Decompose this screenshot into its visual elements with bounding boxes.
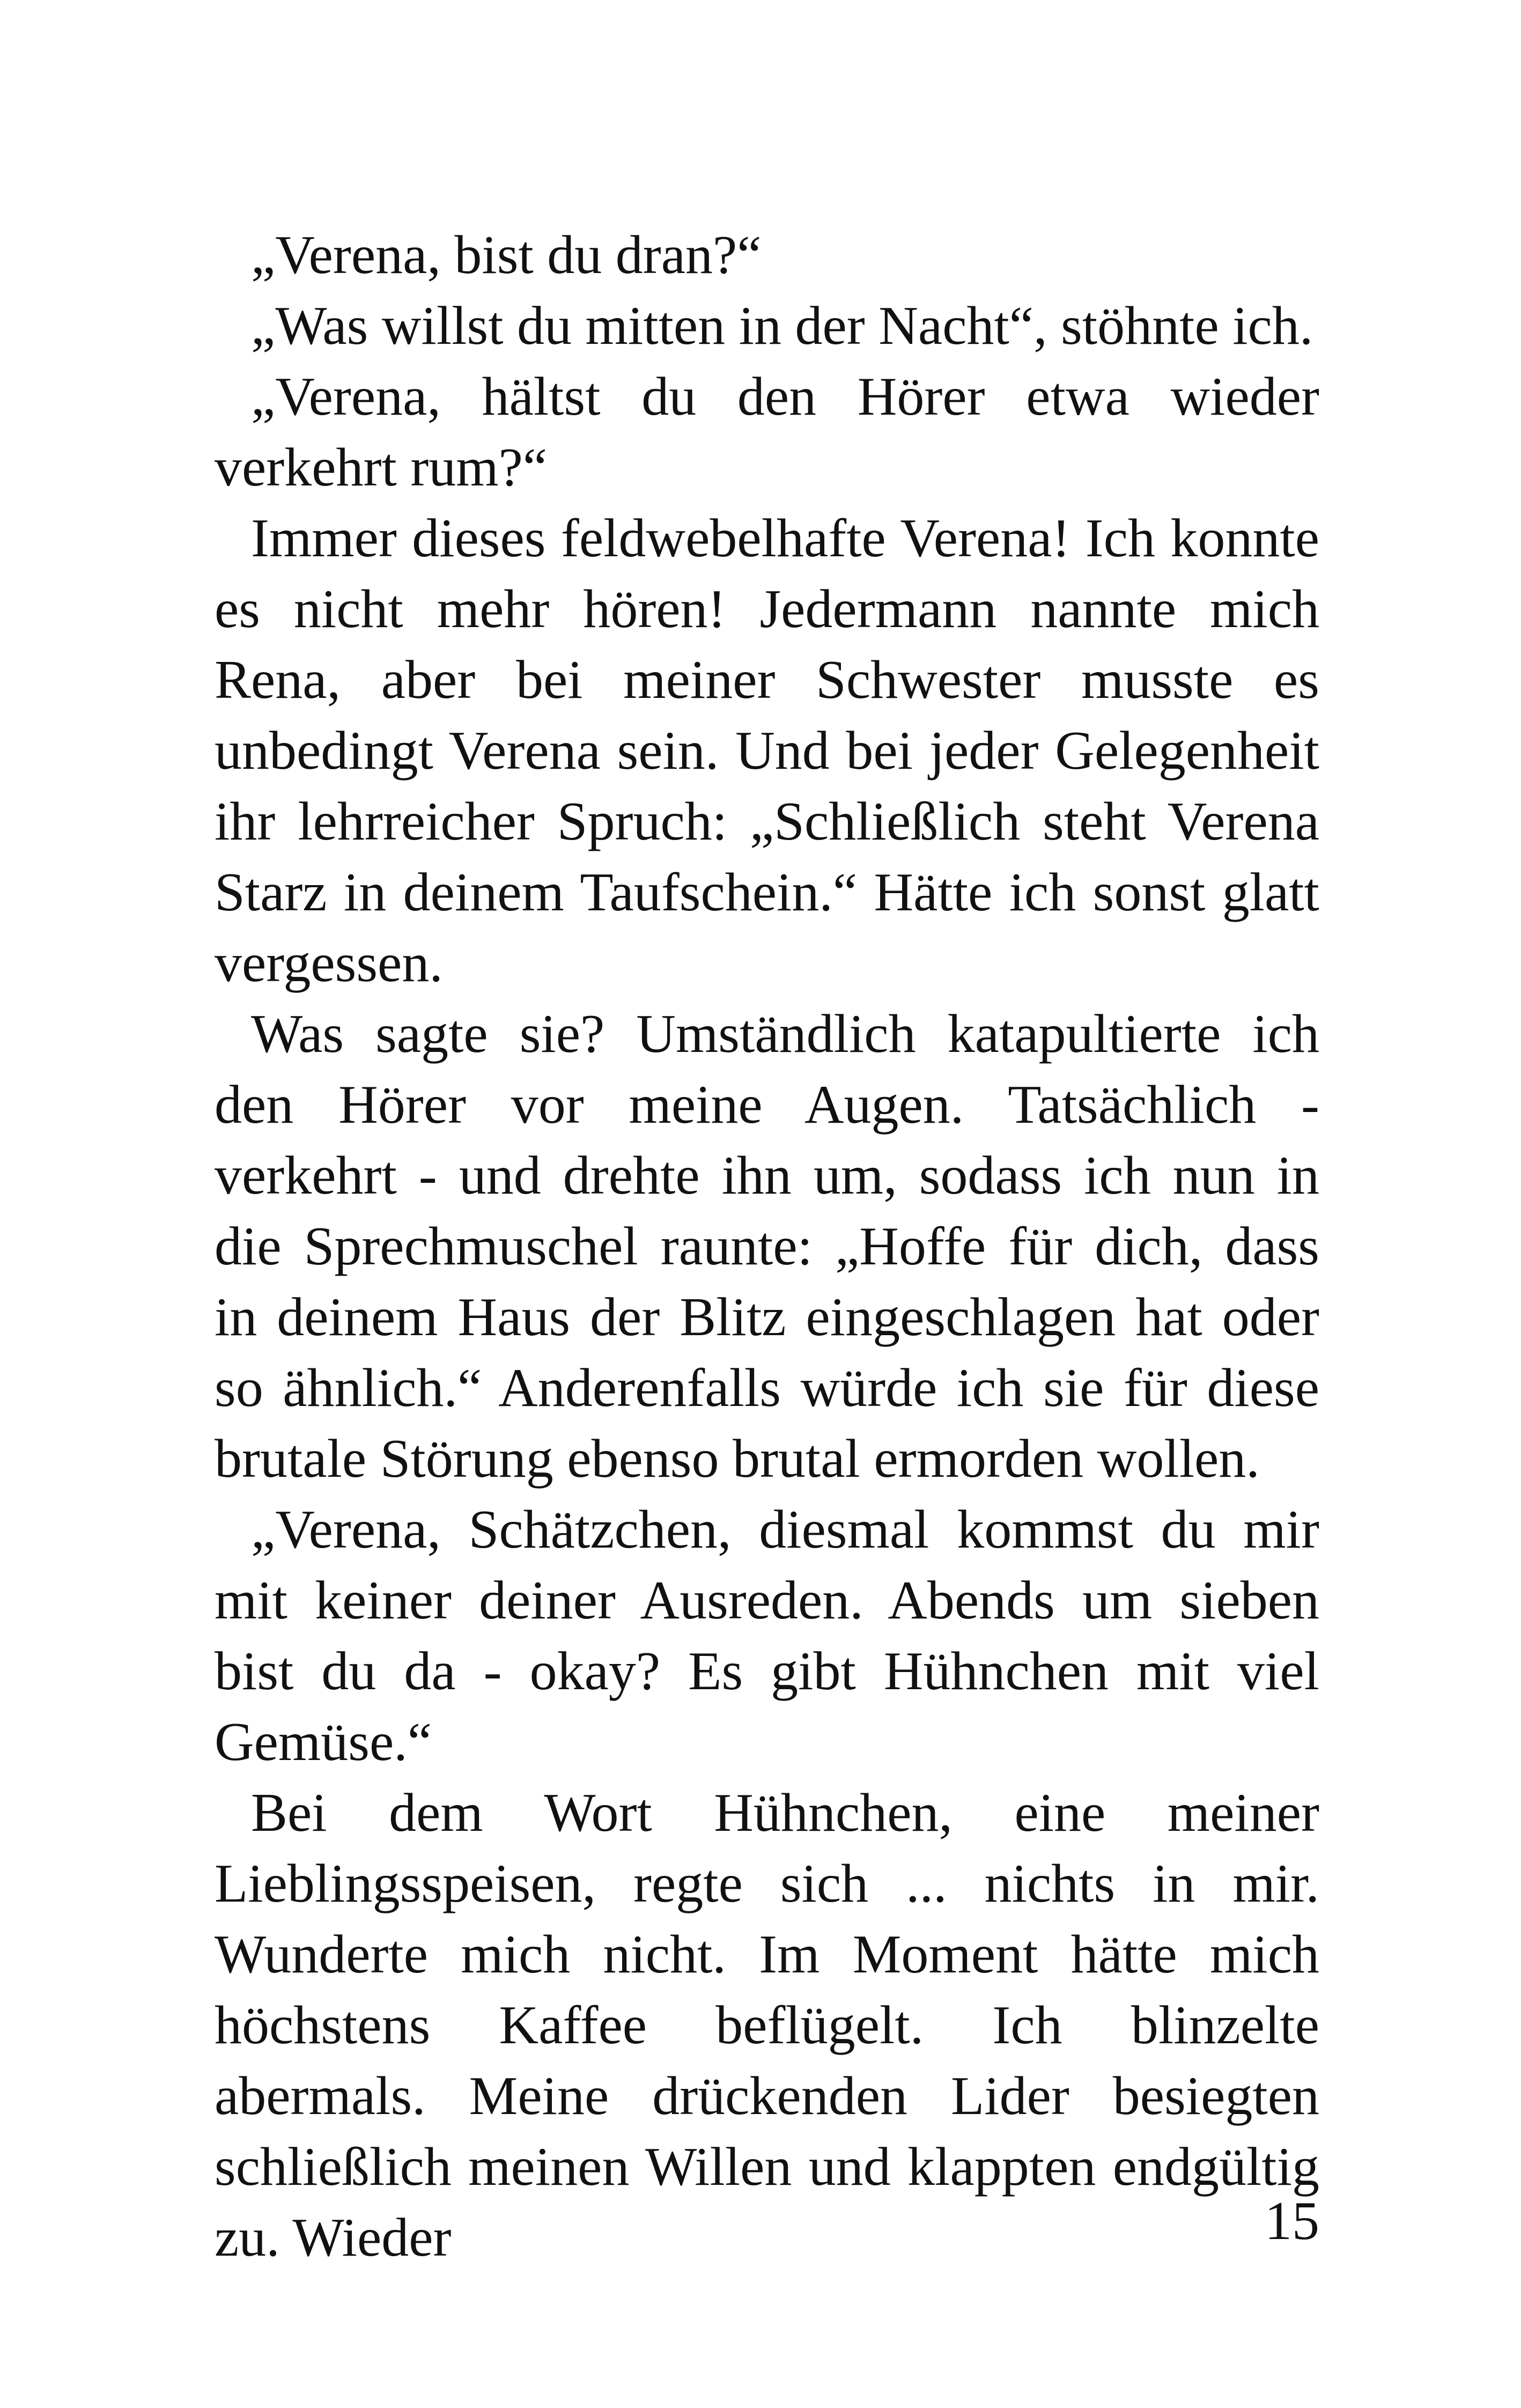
page-number: 15	[1265, 2191, 1319, 2251]
paragraph: Bei dem Wort Hühnchen, eine meiner Lieblingsspeisen, regte sich ... nichts in mir. Wunderte mich nicht. Im Moment hätte mich höchstens Kaffee beflügelt. Ich blinzelte abermals. Meine drückenden Lider besiegten schließlich meinen Willen und klappten endgültig zu. Wieder	[215, 1783, 1319, 2268]
paragraph: Was sagte sie? Umständlich katapultierte ich den Hörer vor meine Augen. Tatsächlich - verkehrt - und drehte ihn um, sodass ich nun in die Sprechmuschel raunte: „Hoffe für dich, dass in deinem Haus der Blitz eingeschlagen hat oder so ähnlich.“ Anderenfalls würde ich sie für diese brutale Störung ebenso brutal ermorden wollen.	[215, 1004, 1319, 1489]
paragraph: „Verena, hältst du den Hörer etwa wieder verkehrt rum?“	[215, 366, 1319, 498]
paragraph: „Verena, Schätzchen, diesmal kommst du mir mit keiner deiner Ausreden. Abends um sieben bist du da - okay? Es gibt Hühnchen mit viel Gemüse.“	[215, 1499, 1319, 1772]
paragraph: „Verena, bist du dran?“	[251, 225, 762, 285]
body-text	[215, 220, 1319, 2273]
paragraph: „Was willst du mitten in der Nacht“, stöhnte ich.	[251, 296, 1313, 356]
paragraph: Immer dieses feldwebelhafte Verena! Ich konnte es nicht mehr hören! Jedermann nannte mich Rena, aber bei meiner Schwester musste es unbedingt Verena sein. Und bei jeder Gelegenheit ihr lehrreicher Spruch: „Schließlich steht Verena Starz in deinem Taufschein.“ Hätte ich sonst glatt vergessen.	[215, 508, 1319, 993]
